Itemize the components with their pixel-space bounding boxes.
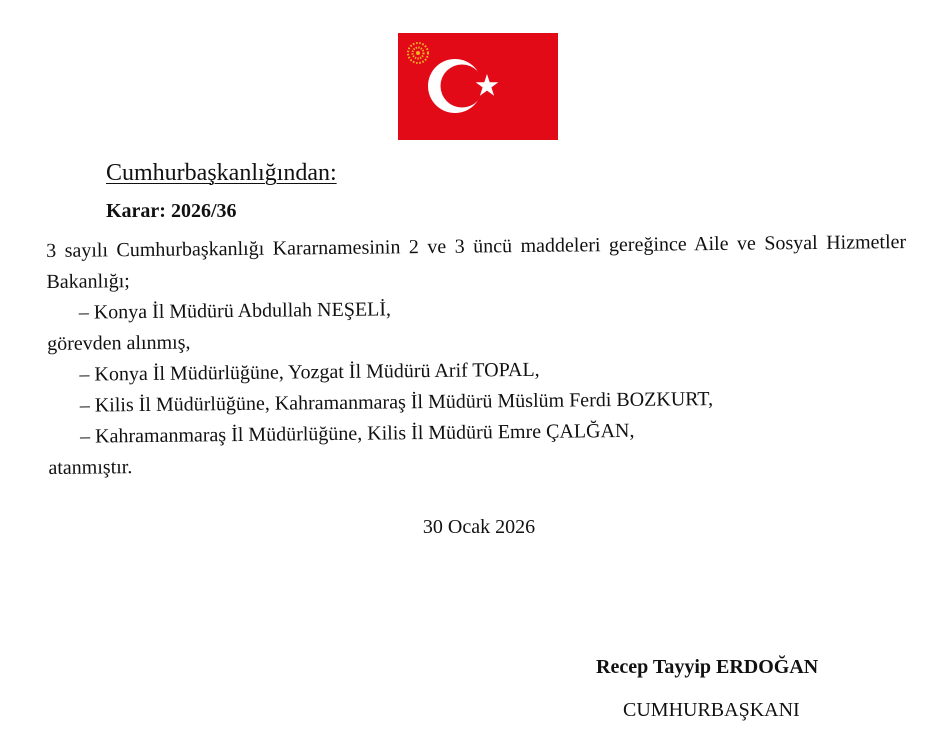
removed-item: – Konya İl Müdürü Abdullah NEŞELİ,: [78, 298, 392, 324]
decision-body: [46, 227, 909, 484]
decision-label: Karar:: [106, 200, 166, 222]
signatory-title: CUMHURBAŞKANI: [623, 699, 800, 721]
appointed-suffix: atanmıştır.: [48, 456, 133, 479]
appointment-item: – Kahramanmaraş İl Müdürlüğüne, Kilis İl Müdürü Emre ÇALĞAN,: [79, 419, 635, 448]
removed-suffix: görevden alınmış,: [47, 331, 191, 355]
appointment-item: – Konya İl Müdürlüğüne, Yozgat İl Müdürü Arif TOPAL,: [79, 358, 540, 386]
signatory-name: Recep Tayyip ERDOĞAN: [596, 656, 819, 678]
decision-date: 30 Ocak 2026: [422, 516, 536, 538]
decision-number-value: 2026/36: [170, 200, 237, 222]
appointment-item: – Kilis İl Müdürlüğüne, Kahramanmaraş İl Müdürü Müslüm Ferdi BOZKURT,: [79, 388, 714, 417]
intro-paragraph: 3 sayılı Cumhurbaşkanlığı Kararnamesinin 2 ve 3 üncü maddeleri gereğince Aile ve Sosyal Hizmetler Bakanlığı;: [46, 230, 907, 293]
decision-number: [106, 200, 237, 223]
issuing-authority-heading: Cumhurbaşkanlığından:: [106, 160, 337, 186]
presidential-flag-icon: [398, 33, 558, 140]
